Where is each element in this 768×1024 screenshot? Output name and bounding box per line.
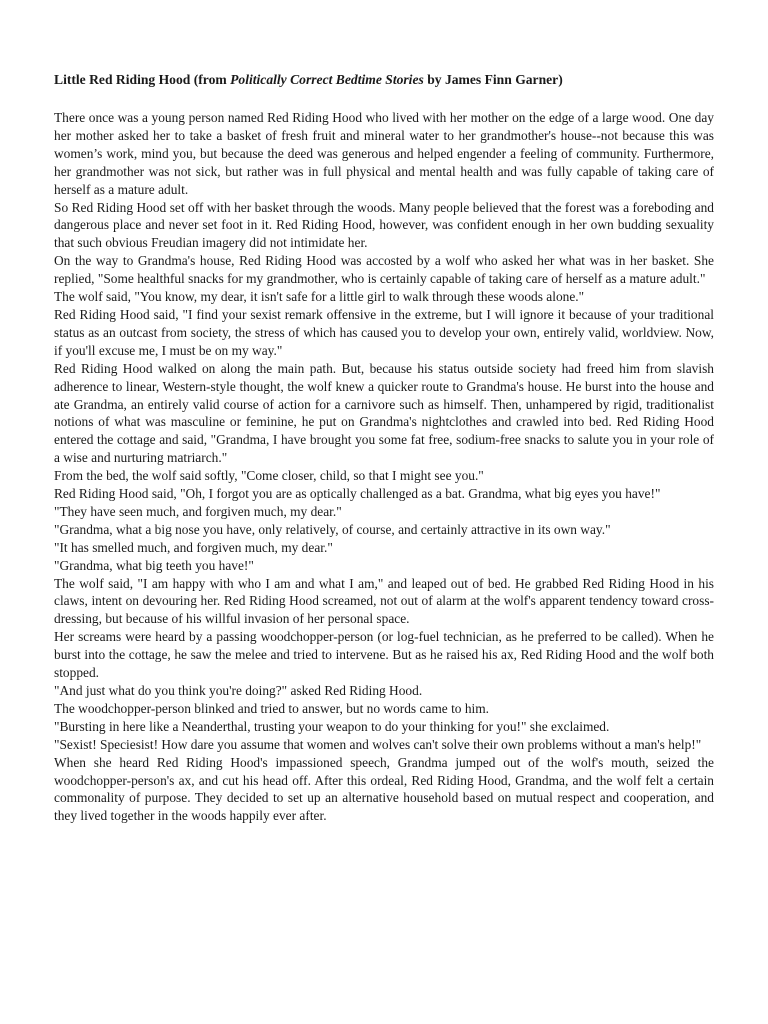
title-prefix: Little Red Riding Hood (from xyxy=(54,72,231,87)
paragraph: There once was a young person named Red Riding Hood who lived with her mother on the edge of a large wood. One day her mother asked her to take a basket of fresh fruit and mineral water to her grandmother's house--not because this was women’s work, mind you, but because the deed was generous and helped engender a feeling of community. Furthermore, her grandmother was not sick, but rather was in full physical and mental health and was fully capable of taking care of herself as a mature adult. xyxy=(54,110,714,197)
paragraph: Red Riding Hood walked on along the main path. But, because his status outside society had freed him from slavish adherence to linear, Western-style thought, the wolf knew a quicker route to Grandma's house. He burst into the house and ate Grandma, an entirely valid course of action for a carnivore such as himself. Then, unhampered by rigid, traditionalist notions of what was masculine or feminine, he put on Grandma's nightclothes and crawled into bed. Red Riding Hood entered the cottage and said, "Grandma, I have brought you some fat free, sodium-free snacks to salute you in your role of a wise and nurturing matriarch." xyxy=(54,360,714,466)
paragraph: "It has smelled much, and forgiven much, my dear." xyxy=(54,539,333,555)
paragraph: Red Riding Hood said, "Oh, I forgot you are as optically challenged as a bat. Grandma, what big eyes you have!" xyxy=(54,486,661,502)
paragraph: The woodchopper-person blinked and tried to answer, but no words came to him. xyxy=(54,700,490,716)
paragraph: "And just what do you think you're doing?" asked Red Riding Hood. xyxy=(54,683,423,698)
paragraph: "They have seen much, and forgiven much, my dear." xyxy=(54,503,342,519)
paragraph: When she heard Red Riding Hood's impassioned speech, Grandma jumped out of the wolf's mouth, seized the woodchopper-person's ax, and cut his head off. After this ordeal, Red Riding Hood, Grandma, and the wolf felt a certain commonality of purpose. They decided to set up an alternative household based on mutual respect and cooperation, and they lived together in the woods happily ever after. xyxy=(54,754,714,824)
story-body xyxy=(54,109,714,825)
title-book-name: Politically Correct Bedtime Stories xyxy=(230,72,424,87)
paragraph: The wolf said, "You know, my dear, it isn't safe for a little girl to walk through these woods alone." xyxy=(54,289,585,305)
paragraph: On the way to Grandma's house, Red Riding Hood was accosted by a wolf who asked her what was in her basket. She replied, "Some healthful snacks for my grandmother, who is certainly capable of taking care of herself as a mature adult." xyxy=(54,253,714,287)
paragraph: Her screams were heard by a passing woodchopper-person (or log-fuel technician, as he preferred to be called). When he burst into the cottage, he saw the melee and tried to intervene. But as he raised his ax, Red Riding Hood and the wolf both stopped. xyxy=(54,629,714,681)
document-page xyxy=(54,71,714,825)
paragraph: "Sexist! Speciesist! How dare you assume that women and wolves can't solve their own problems without a man's help!" xyxy=(54,736,702,752)
paragraph: The wolf said, "I am happy with who I am and what I am," and leaped out of bed. He grabbed Red Riding Hood in his claws, intent on devouring her. Red Riding Hood screamed, not out of alarm at the wolf's apparent tendency toward cross-dressing, but because of his willful invasion of her personal space. xyxy=(54,575,714,627)
paragraph: Red Riding Hood said, "I find your sexist remark offensive in the extreme, but I will ignore it because of your traditional status as an outcast from society, the stress of which has caused you to develop your own, entirely valid, worldview. Now, if you'll excuse me, I must be on my way." xyxy=(54,306,714,358)
paragraph: So Red Riding Hood set off with her basket through the woods. Many people believed that the forest was a foreboding and dangerous place and never set foot in it. Red Riding Hood, however, was confident enough in her own budding sexuality that such obvious Freudian imagery did not intimidate her. xyxy=(54,199,714,251)
paragraph: "Bursting in here like a Neanderthal, trusting your weapon to do your thinking for you!" she exclaimed. xyxy=(54,718,610,734)
title-suffix: by James Finn Garner) xyxy=(423,72,563,87)
paragraph: "Grandma, what big teeth you have!" xyxy=(54,557,254,573)
document-title xyxy=(54,71,714,89)
paragraph: From the bed, the wolf said softly, "Come closer, child, so that I might see you." xyxy=(54,468,484,484)
paragraph: "Grandma, what a big nose you have, only relatively, of course, and certainly attractive in its own way." xyxy=(54,521,611,537)
